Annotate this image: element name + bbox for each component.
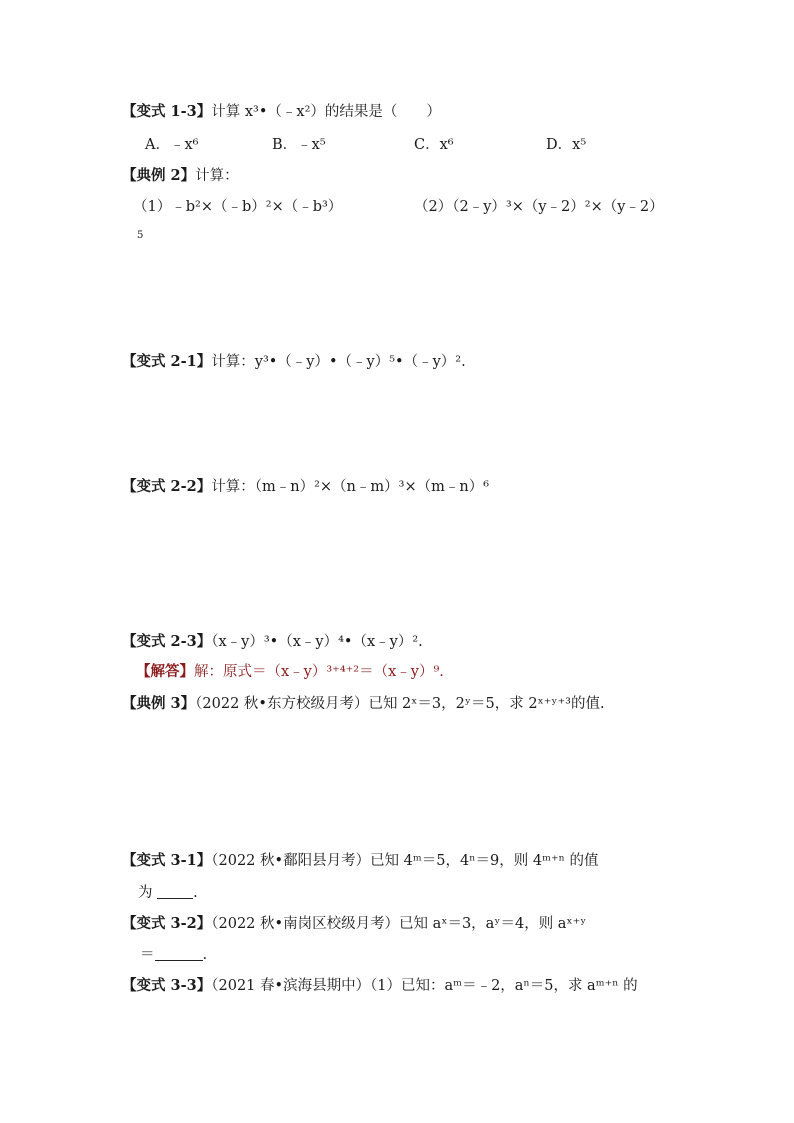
choice-option-b[interactable]: B．﹣x⁵ — [272, 137, 326, 153]
solution-tag: 【解答】 — [136, 663, 194, 680]
problem-variant-2-3 — [122, 632, 423, 652]
example-2-part-1: （1）﹣b²×（﹣b）²×（﹣b³） — [133, 199, 343, 215]
problem-tag: 【变式 2-1】 — [122, 353, 212, 370]
problem-variant-3-2 — [122, 914, 586, 934]
example-2-part-2: （2）（2﹣y）³×（y﹣2）²×（y﹣2） — [414, 199, 664, 215]
problem-text: （2022 秋•鄱阳县月考）已知 4ᵐ＝5，4ⁿ＝9，则 4ᵐ⁺ⁿ 的值 — [211, 853, 599, 869]
problem-tag: 【变式 2-3】 — [122, 633, 212, 650]
problem-tag: 【变式 3-3】 — [122, 977, 212, 994]
problem-tag: 【典例 3】 — [122, 695, 196, 712]
example-2-part-2-exponent: 5 — [137, 230, 144, 241]
problem-text: 计算： — [195, 168, 239, 184]
problem-variant-3-1 — [122, 851, 599, 871]
problem-example-3 — [122, 694, 605, 714]
problem-text: 计算 x³•（﹣x²）的结果是（ ） — [211, 104, 441, 120]
choice-option-a[interactable]: A．﹣x⁶ — [145, 137, 199, 153]
choice-option-c[interactable]: C．x⁶ — [414, 137, 454, 153]
problem-text: 计算：（m﹣n）²×（n﹣m）³×（m﹣n）⁶ — [211, 479, 490, 495]
problem-variant-1-3 — [122, 102, 441, 122]
solution-variant-2-3 — [136, 662, 444, 682]
problem-variant-3-3 — [122, 976, 638, 996]
problem-tag: 【变式 3-1】 — [122, 852, 212, 869]
problem-variant-2-2 — [122, 477, 489, 497]
answer-blank[interactable] — [157, 884, 193, 899]
variant-3-1-answer-line: 为 . — [138, 885, 198, 901]
problem-text: （2022 秋•南岗区校级月考）已知 aˣ＝3，aʸ＝4，则 aˣ⁺ʸ — [211, 916, 587, 932]
problem-text: （x﹣y）³•（x﹣y）⁴•（x﹣y）². — [211, 634, 423, 650]
problem-text: 计算：y³•（﹣y）•（﹣y）⁵•（﹣y）². — [211, 354, 466, 370]
problem-tag: 【典例 2】 — [122, 167, 196, 184]
problem-example-2 — [122, 166, 239, 186]
choice-option-d[interactable]: D．x⁵ — [546, 137, 587, 153]
problem-variant-2-1 — [122, 352, 466, 372]
variant-3-2-answer-line: ＝ . — [140, 947, 208, 963]
problem-text: （2021 春•滨海县期中）（1）已知：aᵐ＝﹣2，aⁿ＝5，求 aᵐ⁺ⁿ 的 — [211, 978, 638, 994]
solution-text: 解：原式＝（x﹣y）³⁺⁴⁺²＝（x﹣y）⁹. — [194, 664, 444, 680]
answer-blank[interactable] — [155, 946, 203, 961]
problem-tag: 【变式 3-2】 — [122, 915, 212, 932]
problem-tag: 【变式 1-3】 — [122, 103, 212, 120]
problem-tag: 【变式 2-2】 — [122, 478, 212, 495]
problem-text: （2022 秋•东方校级月考）已知 2ˣ＝3，2ʸ＝5，求 2ˣ⁺ʸ⁺³的值. — [195, 696, 605, 712]
